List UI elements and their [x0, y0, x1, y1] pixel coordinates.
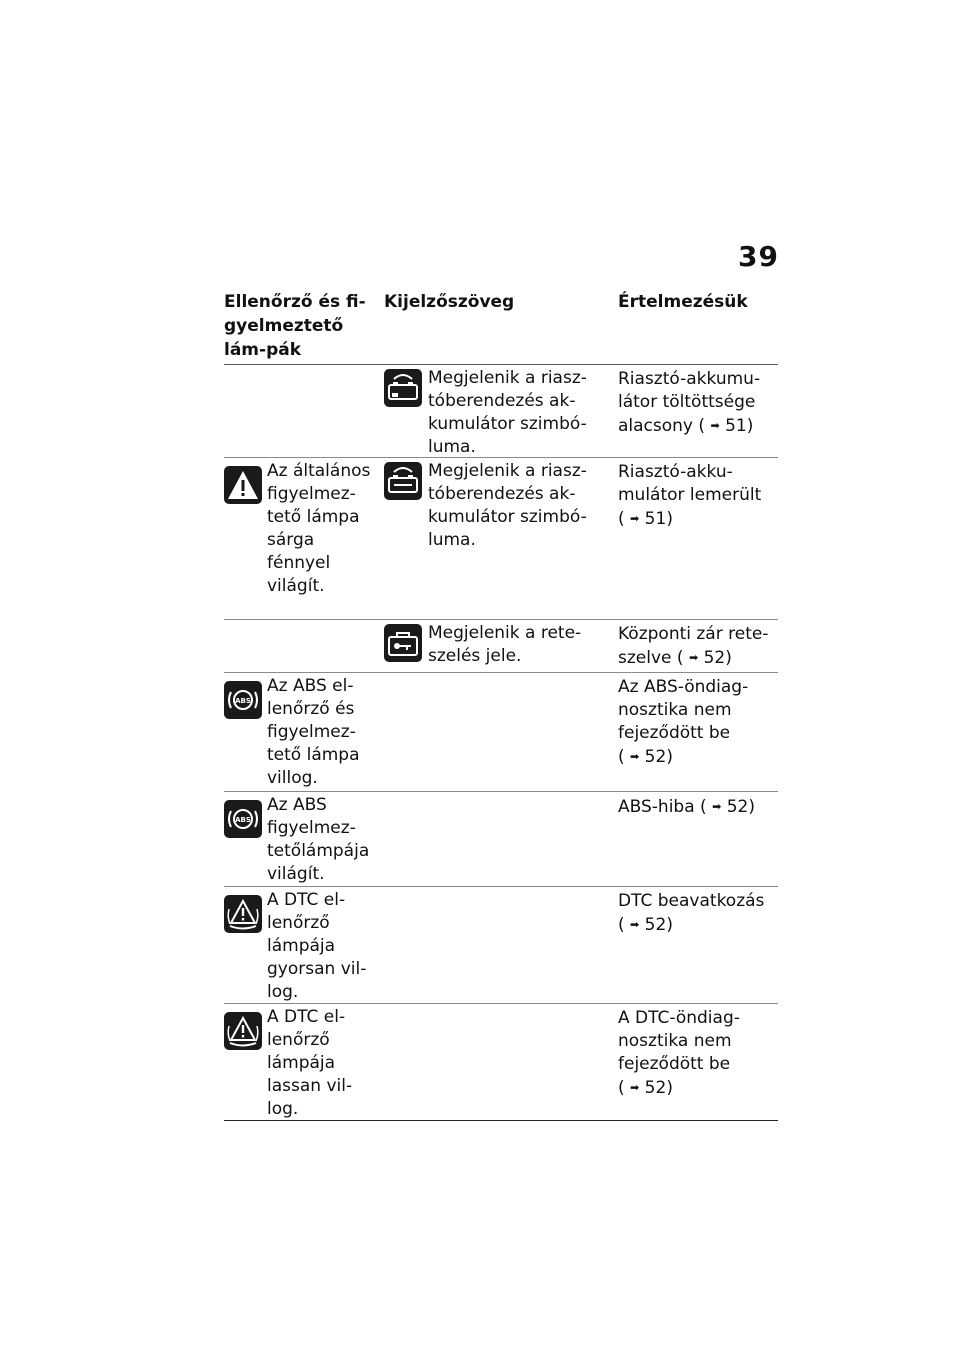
- table-row: [224, 1004, 778, 1121]
- lamp-description: A DTC el-lenőrző lámpája gyorsan vil-log.: [267, 890, 367, 1002]
- meaning-text: ABS-hiba ( ➡ 52): [618, 797, 755, 817]
- indicator-table: [224, 288, 778, 1121]
- page-number: 39: [738, 240, 779, 273]
- display-text: Megjelenik a riasz-tóberendezés ak-kumulátor szimbó-luma.: [428, 461, 587, 550]
- arrow-icon: ➡: [688, 651, 699, 664]
- table-row: [224, 620, 778, 673]
- svg-text:ABS: ABS: [235, 697, 251, 705]
- arrow-icon: ➡: [630, 512, 640, 525]
- abs-icon: [224, 681, 262, 719]
- lamp-description: Az ABS figyelmez-tetőlámpája világít.: [267, 795, 370, 884]
- meaning-text: Riasztó-akkumu-látor töltöttsége alacsony ( ➡ 51): [618, 369, 761, 436]
- arrow-icon: ➡: [630, 750, 640, 763]
- dtc-icon: [224, 1012, 262, 1050]
- table-row: [224, 792, 778, 887]
- page-reference[interactable]: ( ➡ 52): [700, 797, 755, 817]
- page-reference[interactable]: ( ➡ 52): [618, 915, 673, 935]
- dtc-icon: [224, 895, 262, 933]
- table-row: [224, 365, 778, 458]
- page-reference[interactable]: ( ➡ 52): [618, 1078, 673, 1098]
- table-row: [224, 887, 778, 1004]
- arrow-icon: ➡: [710, 419, 720, 432]
- header-col-display-text: Kijelzőszöveg: [384, 292, 515, 312]
- meaning-text: DTC beavatkozás ( ➡ 52): [618, 891, 765, 935]
- page-reference[interactable]: ( ➡ 52): [618, 747, 673, 767]
- header-col-lamps: Ellenőrző és fi-gyelmeztető lám-pák: [224, 292, 366, 360]
- page-reference[interactable]: ( ➡ 51): [698, 416, 754, 436]
- meaning-text: A DTC-öndiag-nosztika nem fejeződött be ( ➡ 52): [618, 1008, 740, 1098]
- alarm-battery-low-icon: [384, 369, 422, 407]
- alarm-battery-empty-icon: [384, 462, 422, 500]
- abs-icon: [224, 800, 262, 838]
- page-reference[interactable]: ( ➡ 51): [618, 509, 673, 529]
- central-locking-icon: [384, 624, 422, 662]
- display-text: Megjelenik a riasz-tóberendezés ak-kumulátor szimbó-luma.: [428, 368, 587, 457]
- lamp-description: A DTC el-lenőrző lámpája lassan vil-log.: [267, 1007, 353, 1119]
- table-row: [224, 673, 778, 792]
- svg-text:ABS: ABS: [235, 816, 251, 824]
- arrow-icon: ➡: [630, 1081, 640, 1094]
- meaning-text: Központi zár rete-szelve ( ➡ 52): [618, 624, 769, 668]
- meaning-text: Az ABS-öndiag-nosztika nem fejeződött be ( ➡ 52): [618, 677, 749, 767]
- general-warning-icon: [224, 466, 262, 504]
- meaning-text: Riasztó-akku-mulátor lemerült ( ➡ 51): [618, 462, 762, 529]
- arrow-icon: ➡: [630, 918, 640, 931]
- table-row: [224, 458, 778, 620]
- lamp-description: Az általános figyelmez-tető lámpa sárga fénnyel világít.: [267, 461, 371, 596]
- lamp-description: Az ABS el-lenőrző és figyelmez-tető lámpa villog.: [267, 676, 360, 788]
- display-text: Megjelenik a rete-szelés jele.: [428, 623, 582, 666]
- table-header: [224, 288, 778, 365]
- header-col-meaning: Értelmezésük: [618, 292, 748, 312]
- arrow-icon: ➡: [712, 800, 722, 813]
- page-reference[interactable]: ( ➡ 52): [676, 648, 732, 668]
